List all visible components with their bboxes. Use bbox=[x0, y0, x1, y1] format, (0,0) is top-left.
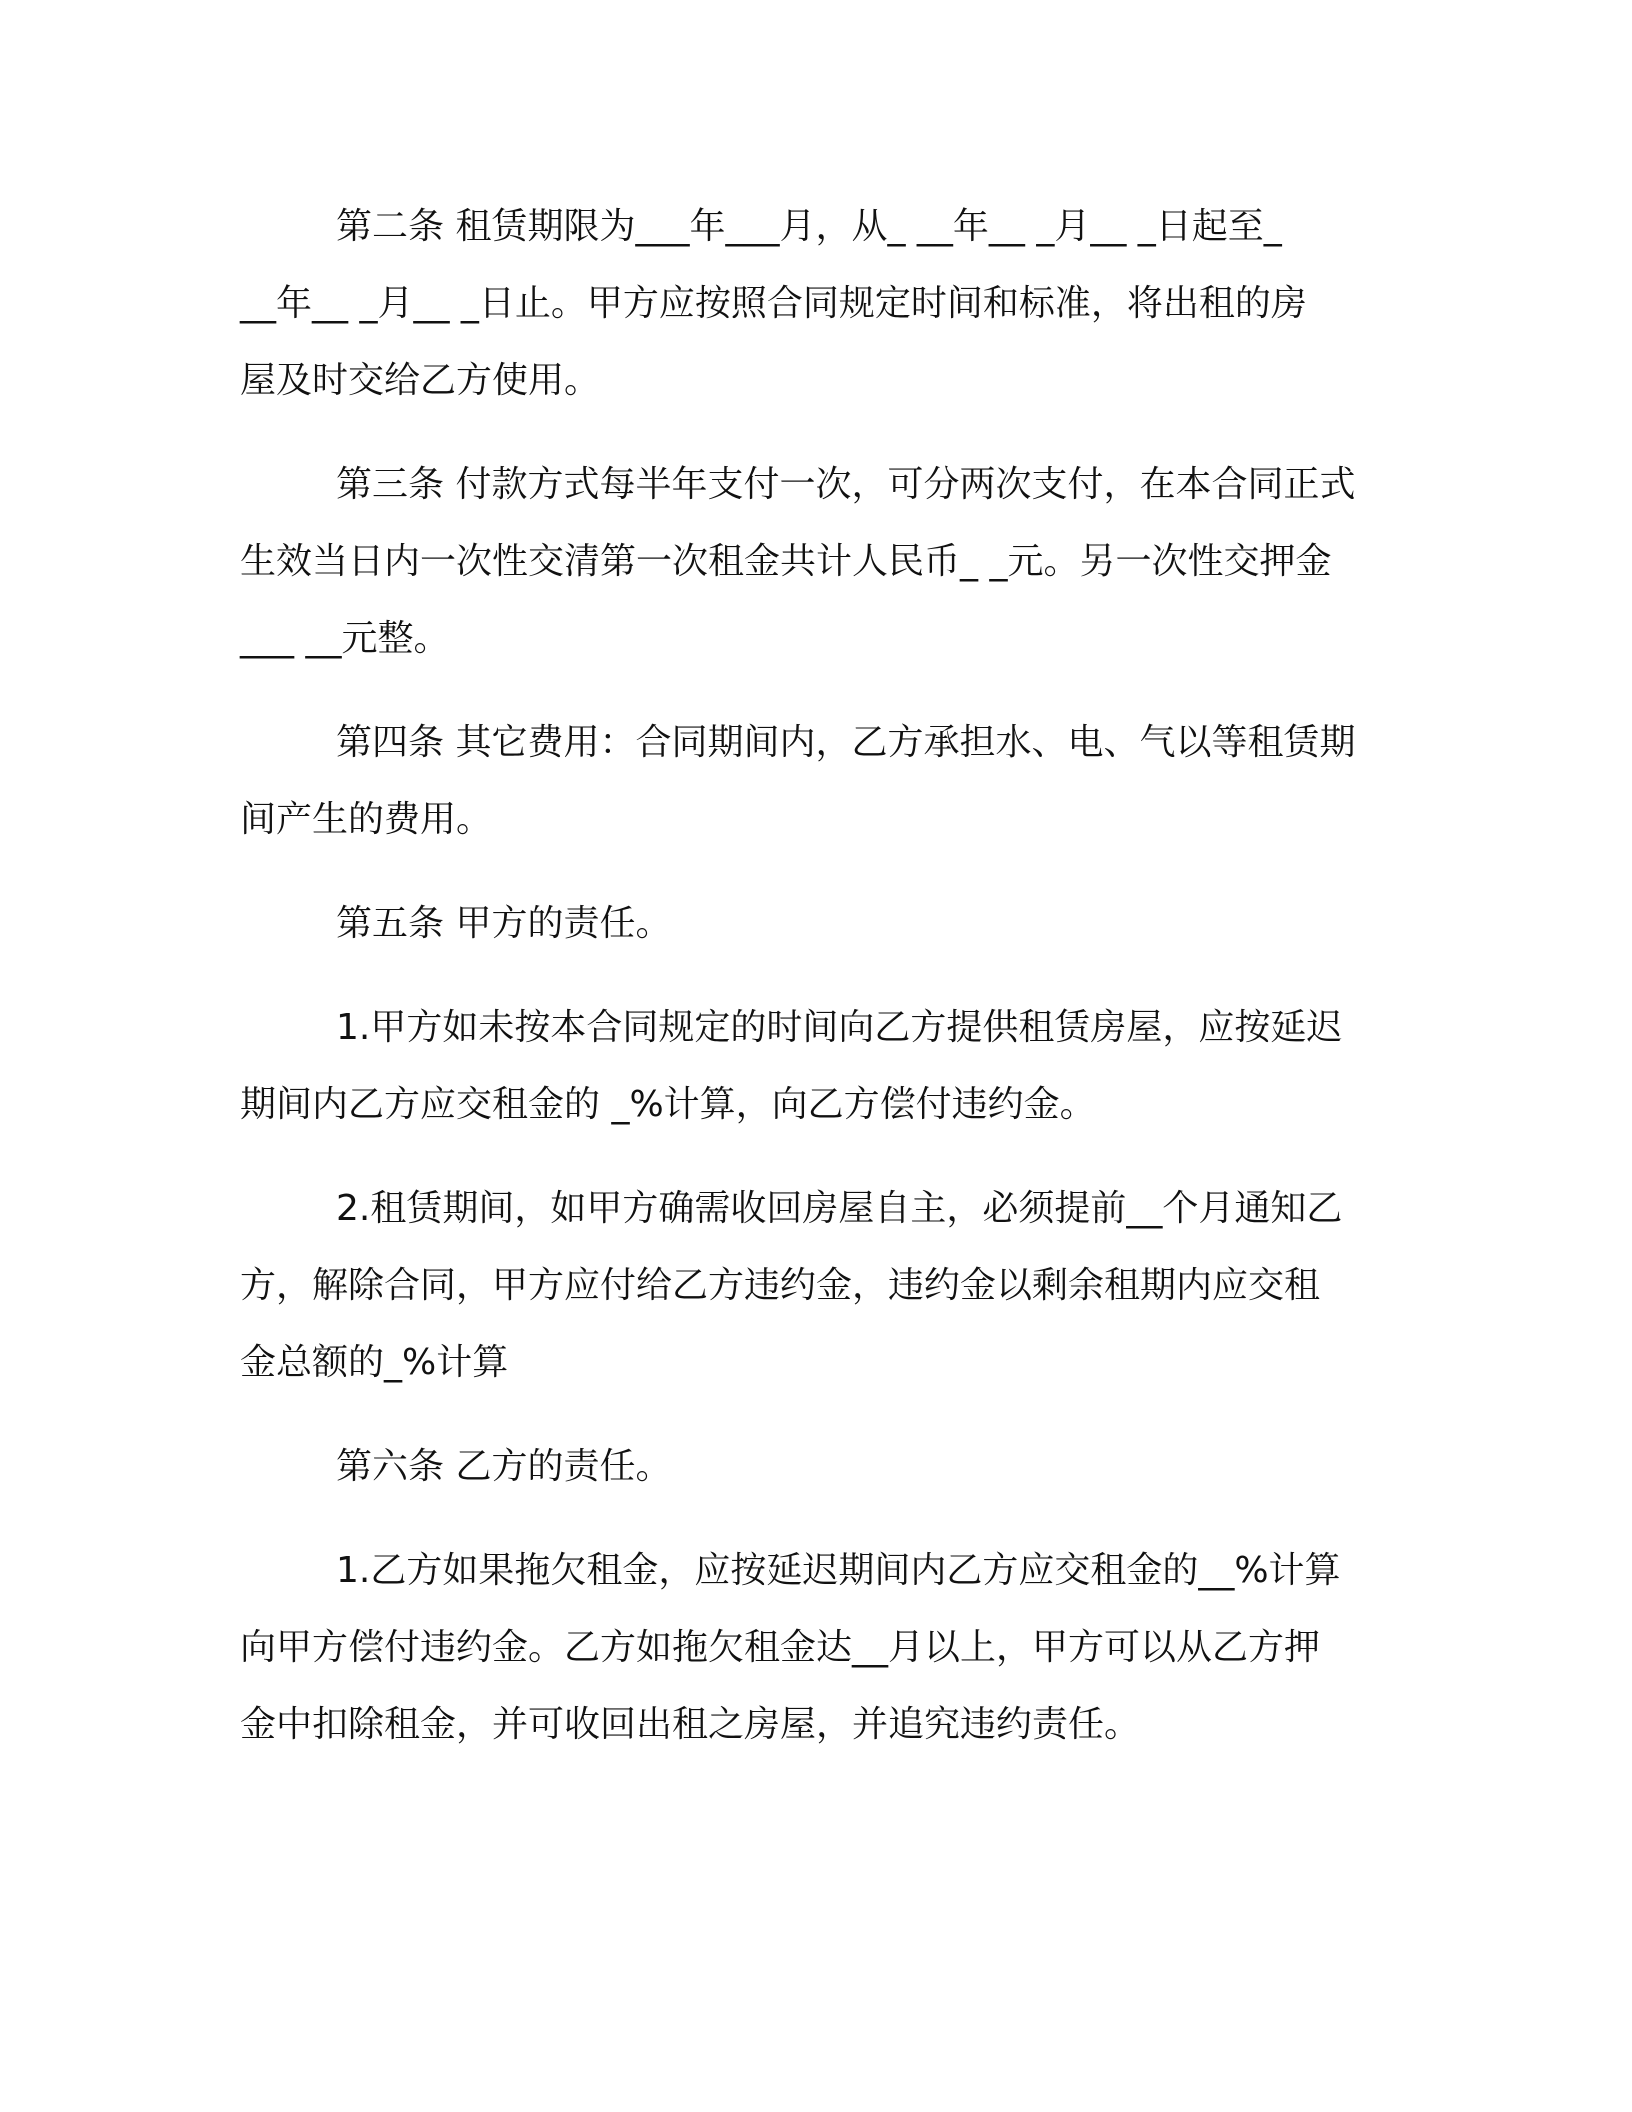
text-line: 方，解除合同，甲方应付给乙方违约金，违约金以剩余租期内应交租 bbox=[240, 1265, 1321, 1306]
text-line: 1.乙方如果拖欠租金，应按延迟期间内乙方应交租金的__%计算 bbox=[336, 1550, 1341, 1591]
text-line: 屋及时交给乙方使用。 bbox=[240, 360, 601, 401]
text-line: 间产生的费用。 bbox=[240, 799, 493, 840]
text-line: 第二条 租赁期限为___年___月，从_ __年__ _月__ _日起至_ bbox=[336, 206, 1282, 247]
article-2-paragraph bbox=[240, 188, 1390, 419]
text-line: 第三条 付款方式每半年支付一次，可分两次支付，在本合同正式 bbox=[336, 464, 1356, 505]
text-line: 期间内乙方应交租金的 _%计算，向乙方偿付违约金。 bbox=[240, 1084, 1096, 1125]
text-line: ___ __元整。 bbox=[240, 618, 450, 659]
article-6-heading bbox=[240, 1428, 1390, 1505]
text-line: 第四条 其它费用：合同期间内，乙方承担水、电、气以等租赁期 bbox=[336, 722, 1356, 763]
text-line: 金总额的_%计算 bbox=[240, 1342, 509, 1383]
article-4-paragraph bbox=[240, 704, 1390, 858]
article-5-item-1-paragraph bbox=[240, 989, 1390, 1143]
text-line: 金中扣除租金，并可收回出租之房屋，并追究违约责任。 bbox=[240, 1704, 1141, 1745]
text-line: 2.租赁期间，如甲方确需收回房屋自主，必须提前__个月通知乙 bbox=[336, 1188, 1343, 1229]
text-line: 第六条 乙方的责任。 bbox=[336, 1446, 672, 1487]
article-6-item-1-paragraph bbox=[240, 1532, 1390, 1763]
text-line: 1.甲方如未按本合同规定的时间向乙方提供租赁房屋，应按延迟 bbox=[336, 1007, 1343, 1048]
document-body bbox=[240, 188, 1390, 1790]
article-3-paragraph bbox=[240, 446, 1390, 677]
text-line: 第五条 甲方的责任。 bbox=[336, 903, 672, 944]
article-5-heading bbox=[240, 885, 1390, 962]
text-line: 向甲方偿付违约金。乙方如拖欠租金达__月以上，甲方可以从乙方押 bbox=[240, 1627, 1321, 1668]
text-line: __年__ _月__ _日止。甲方应按照合同规定时间和标准，将出租的房 bbox=[240, 283, 1307, 324]
article-5-item-2-paragraph bbox=[240, 1170, 1390, 1401]
text-line: 生效当日内一次性交清第一次租金共计人民币_ _元。另一次性交押金 bbox=[240, 541, 1332, 582]
